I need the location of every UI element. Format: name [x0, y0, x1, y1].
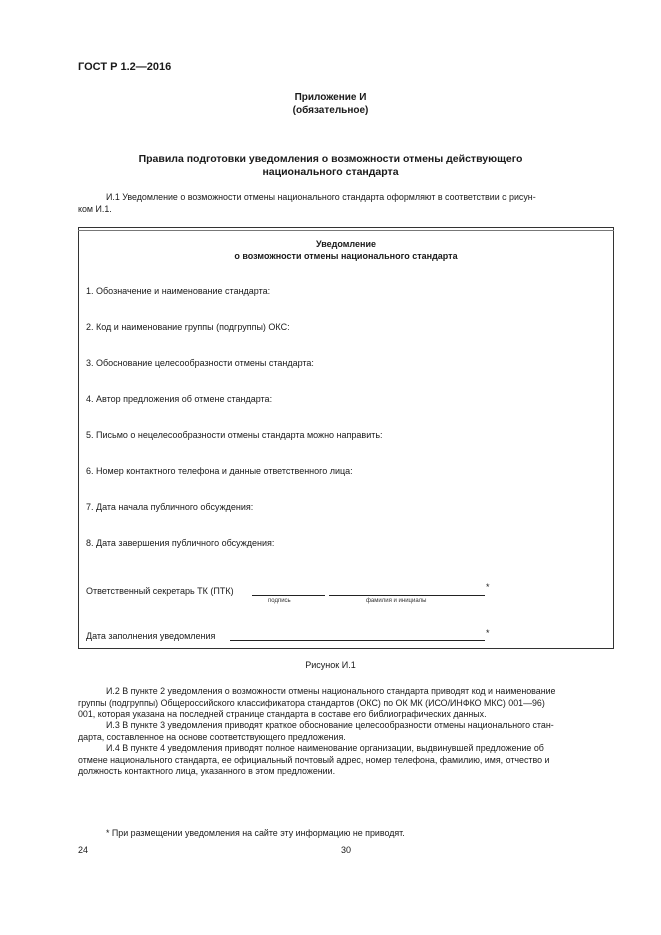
standard-header: ГОСТ Р 1.2—2016 — [78, 61, 172, 73]
appendix-type: (обязательное) — [292, 104, 369, 116]
document-title — [0, 153, 661, 179]
paragraph-i3-line1: И.3 В пункте 3 уведомления приводят краткое обоснование целесообразности отмены национального стан- — [106, 720, 554, 730]
name-line[interactable] — [329, 595, 485, 596]
paragraph-i4-line1: И.4 В пункте 4 уведомления приводят полное наименование организации, выдвинувшей предложение об — [106, 743, 544, 753]
paragraph-i4 — [78, 743, 614, 778]
intro-line2: ком И.1. — [78, 203, 112, 214]
paragraph-i3-line2: дарта, составленное на основе соответствующего предложения. — [78, 731, 346, 742]
paragraph-i2-line1: И.2 В пункте 2 уведомления о возможности отмены национального стандарта приводят код и наименование — [106, 686, 556, 696]
form-top-rule — [78, 230, 614, 231]
secretary-asterisk: * — [486, 582, 490, 592]
paragraph-i2-line3: 001, которая указана на последней странице стандарта в составе его библиографических данных. — [78, 709, 487, 719]
form-title-line2: о возможности отмены национального стандарта — [234, 251, 458, 261]
page-number-left: 24 — [78, 845, 89, 855]
signature-caption: подпись — [268, 598, 291, 604]
paragraph-i4-line3: должность контактного лица, указанного в этом предложении. — [78, 766, 336, 776]
form-item-3: 3. Обоснование целесообразности отмены стандарта: — [86, 358, 314, 368]
document-title-line2: национального стандарта — [262, 166, 399, 178]
name-caption: фамилия и инициалы — [366, 598, 427, 604]
document-title-line1: Правила подготовки уведомления о возможности отмены действующего — [138, 153, 523, 165]
form-item-1: 1. Обозначение и наименование стандарта: — [86, 286, 271, 296]
paragraph-i3 — [78, 720, 614, 743]
form-title — [78, 238, 614, 262]
fill-date-label: Дата заполнения уведомления — [86, 631, 216, 641]
figure-caption: Рисунок И.1 — [305, 660, 356, 670]
date-asterisk: * — [486, 628, 490, 638]
form-item-5: 5. Письмо о нецелесообразности отмены стандарта можно направить: — [86, 430, 383, 440]
form-item-6: 6. Номер контактного телефона и данные ответственного лица: — [86, 466, 353, 476]
paragraph-i4-line2: отмене национального стандарта, ее официальный почтовый адрес, номер телефона, фамилию, имя, отчество и — [78, 754, 550, 765]
form-item-8: 8. Дата завершения публичного обсуждения: — [86, 538, 275, 548]
fill-date-line[interactable] — [230, 640, 485, 641]
signature-line[interactable] — [252, 595, 325, 596]
form-item-4: 4. Автор предложения об отмене стандарта: — [86, 394, 273, 404]
form-item-2: 2. Код и наименование группы (подгруппы) ОКС: — [86, 322, 290, 332]
appendix-title: Приложение И — [294, 92, 367, 103]
paragraph-i2 — [78, 686, 614, 721]
secretary-label: Ответственный секретарь ТК (ПТК) — [86, 586, 234, 596]
intro-line1: И.1 Уведомление о возможности отмены национального стандарта оформляют в соответствии с рисун- — [106, 192, 536, 202]
form-title-line1: Уведомление — [315, 239, 376, 249]
appendix-heading — [0, 92, 661, 117]
footnote: * При размещении уведомления на сайте эту информацию не приводят. — [106, 828, 405, 838]
page-number-center: 30 — [341, 845, 352, 855]
intro-paragraph — [78, 192, 614, 215]
form-item-7: 7. Дата начала публичного обсуждения: — [86, 502, 254, 512]
paragraph-i2-line2: группы (подгруппы) Общероссийского классификатора стандартов (ОКС) по ОК МК (ИСО/ИНФКО МКС) 001—96) — [78, 697, 545, 708]
